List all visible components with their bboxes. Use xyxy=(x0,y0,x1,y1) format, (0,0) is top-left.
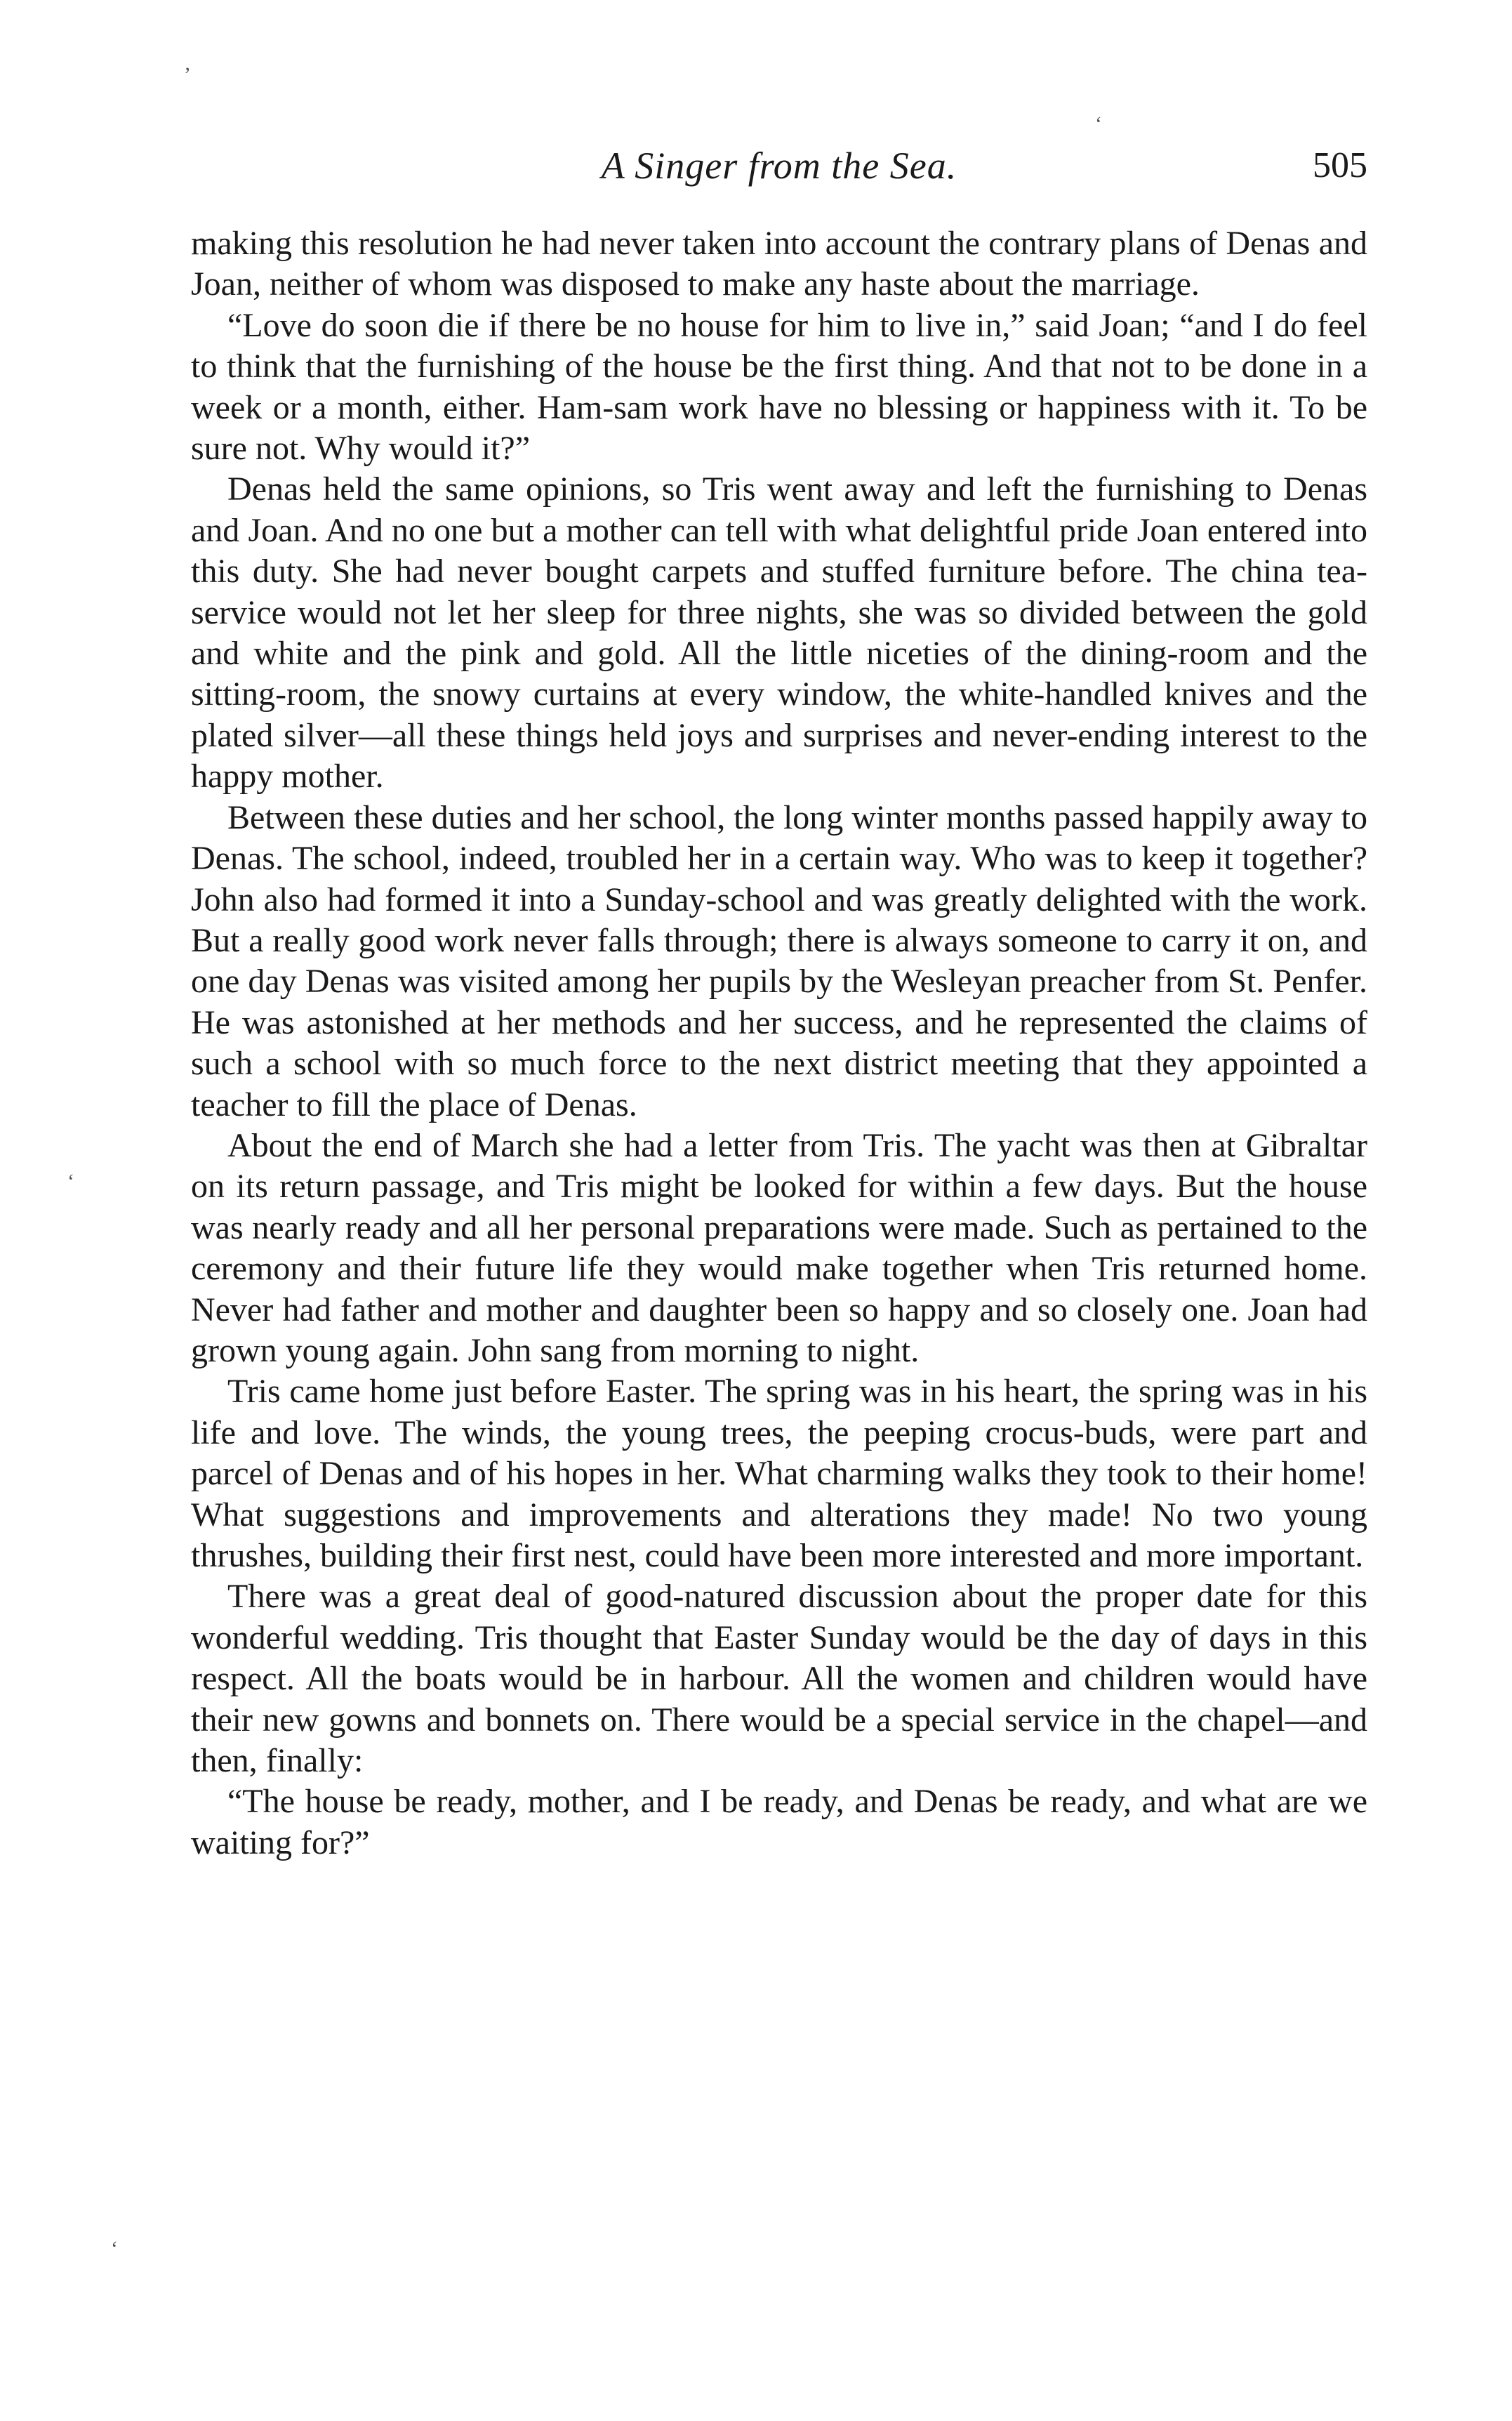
paragraph: “Love do soon die if there be no house for him to live in,” said Joan; “and I do feel to think that the furnishing of the house be the first thing. And that not to be done in a week or a month, either. Ham-sam work have no blessing or happiness with it. To be sure not. Why would it?” xyxy=(191,306,1367,468)
paragraph: making this resolution he had never taken into account the contrary plans of Denas and Joan, neither of whom was disposed to make any haste about the marriage. xyxy=(191,225,1367,303)
body-text xyxy=(191,223,1367,1863)
print-speck: ‘ xyxy=(1095,112,1102,136)
running-title: A Singer from the Sea. xyxy=(601,145,957,187)
running-head xyxy=(191,138,1367,194)
print-speck: ’ xyxy=(184,63,191,86)
print-speck: ‘ xyxy=(67,1170,74,1193)
print-speck: ‘ xyxy=(111,2237,118,2260)
paragraph: Tris came home just before Easter. The spring was in his heart, the spring was in his life and love. The winds, the young trees, the peeping crocus-buds, were part and parcel of Denas and of his hopes in her. What charming walks they took to their home! What suggestions and improvements and alterations they made! No two young thrushes, building their first nest, could have been more interested and more important. xyxy=(191,1373,1367,1574)
paragraph: There was a great deal of good-natured discussion about the proper date for this wonderful wedding. Tris thought that Easter Sunday would be the day of days in this respect. All the boats would be in harbour. All the women and children would have their new gowns and bonnets on. There would be a special service in the chapel—and then, finally: xyxy=(191,1578,1367,1780)
paragraph: “The house be ready, mother, and I be ready, and Denas be ready, and what are we waiting for?” xyxy=(191,1783,1367,1861)
paragraph: About the end of March she had a letter from Tris. The yacht was then at Gibraltar on its return passage, and Tris might be looked for within a few days. But the house was nearly ready and all her personal preparations were made. Such as pertained to the ceremony and their future life they would make together when Tris returned home. Never had father and mother and daughter been so happy and so closely one. Joan had grown young again. John sang from morning to night. xyxy=(191,1126,1367,1369)
paragraph: Between these duties and her school, the long winter months passed happily away to Denas. The school, indeed, troubled her in a certain way. Who was to keep it together? John also had formed it into a Sunday-school and was greatly delighted with the work. But a really good work never falls through; there is always someone to carry it on, and one day Denas was visited among her pupils by the Wesleyan preacher from St. Penfer. He was astonished at her methods and her success, and he represented the claims of such a school with so much force to the next district meeting that they appointed a teacher to fill the place of Denas. xyxy=(191,798,1367,1123)
page-number: 505 xyxy=(1313,145,1367,185)
paragraph: Denas held the same opinions, so Tris went away and left the furnishing to Denas and Joan. And no one but a mother can tell with what delightful pride Joan entered into this duty. She had never bought carpets and stuffed furniture before. The china tea-service would not let her sleep for three nights, she was so divided between the gold and white and the pink and gold. All the little niceties of the dining-room and the sitting-room, the snowy curtains at every window, the white-handled knives and the plated silver—all these things held joys and surprises and never-ending interest to the happy mother. xyxy=(191,470,1367,796)
